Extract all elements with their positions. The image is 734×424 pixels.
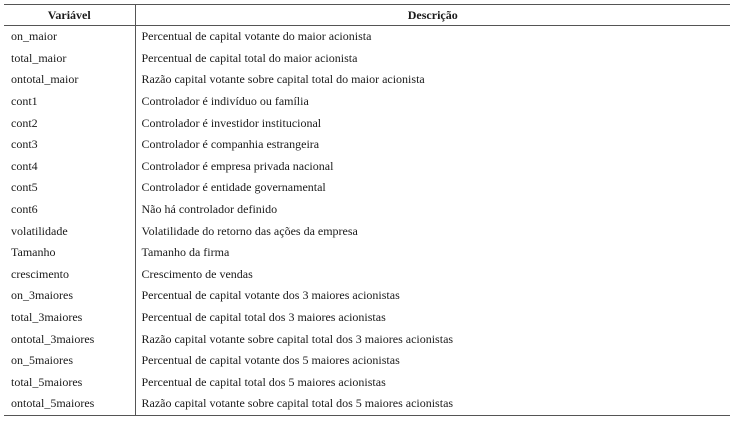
description-cell: Controlador é entidade governamental — [141, 180, 326, 195]
description-cell: Percentual de capital votante dos 5 maiores acionistas — [141, 353, 400, 368]
variable-cell: volatilidade — [4, 220, 135, 242]
table-row — [4, 393, 730, 415]
description-cell: Crescimento de vendas — [141, 266, 253, 281]
variable-cell: ontotal_5maiores — [4, 393, 135, 415]
table-row — [4, 242, 730, 264]
table-row — [4, 177, 730, 199]
table-row — [4, 91, 730, 113]
variable-cell: cont3 — [4, 134, 135, 156]
table-row — [4, 307, 730, 329]
description-cell: Razão capital votante sobre capital total do maior acionista — [141, 72, 425, 87]
variable-cell: total_3maiores — [4, 307, 135, 329]
variable-cell: ontotal_maior — [4, 69, 135, 91]
variable-cell: cont2 — [4, 112, 135, 134]
table-row — [4, 134, 730, 156]
description-cell: Volatilidade do retorno das ações da empresa — [141, 223, 358, 238]
variable-cell: total_5maiores — [4, 372, 135, 394]
description-cell: Controlador é investidor institucional — [141, 115, 322, 130]
description-cell: Tamanho da firma — [141, 245, 230, 260]
variable-cell: crescimento — [4, 264, 135, 286]
variable-cell: on_5maiores — [4, 350, 135, 372]
variable-cell: cont5 — [4, 177, 135, 199]
table-row — [4, 26, 730, 48]
table-body — [4, 26, 730, 416]
description-cell: Não há controlador definido — [141, 202, 278, 217]
variable-cell: on_maior — [4, 26, 135, 48]
table-row — [4, 199, 730, 221]
description-cell: Controlador é companhia estrangeira — [141, 137, 320, 152]
table-row — [4, 328, 730, 350]
description-cell: Razão capital votante sobre capital total dos 5 maiores acionistas — [135, 393, 730, 415]
variables-table-container — [4, 4, 730, 416]
description-cell: Controlador é empresa privada nacional — [141, 158, 334, 173]
description-cell: Percentual de capital votante do maior acionista — [141, 29, 372, 44]
description-cell: Percentual de capital total dos 5 maiores acionistas — [141, 374, 386, 389]
header-row — [4, 5, 730, 26]
variable-cell: on_3maiores — [4, 285, 135, 307]
header-variable: Variável — [4, 5, 135, 26]
description-cell: Controlador é indivíduo ou família — [141, 94, 309, 109]
description-cell: Percentual de capital total dos 3 maiores acionistas — [141, 310, 386, 325]
table-row — [4, 69, 730, 91]
description-cell: Percentual de capital votante dos 3 maiores acionistas — [141, 288, 400, 303]
table-row — [4, 156, 730, 178]
description-cell: Percentual de capital total do maior acionista — [141, 50, 358, 65]
table-row — [4, 112, 730, 134]
table-row — [4, 48, 730, 70]
table-row — [4, 220, 730, 242]
variable-cell: ontotal_3maiores — [4, 328, 135, 350]
variables-table — [4, 4, 730, 416]
table-row — [4, 350, 730, 372]
table-row — [4, 285, 730, 307]
variable-cell: cont4 — [4, 156, 135, 178]
variable-cell: cont1 — [4, 91, 135, 113]
variable-cell: total_maior — [4, 48, 135, 70]
description-cell: Razão capital votante sobre capital total dos 3 maiores acionistas — [141, 331, 454, 346]
table-row — [4, 372, 730, 394]
variable-cell: cont6 — [4, 199, 135, 221]
header-description: Descrição — [135, 5, 730, 26]
table-header — [4, 5, 730, 26]
table-row — [4, 264, 730, 286]
variable-cell: Tamanho — [4, 242, 135, 264]
